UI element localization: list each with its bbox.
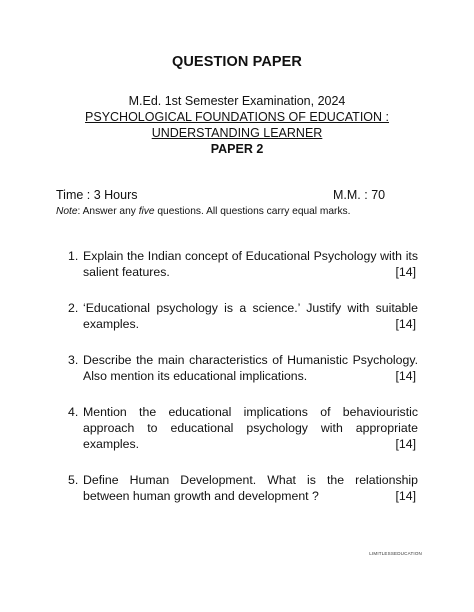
question-body: Mention the educational implications of behaviouristic approach to educational psychology with appropriate examples.: [83, 405, 418, 451]
question-number: 2.: [68, 301, 79, 315]
question-item: [68, 404, 418, 452]
page-title: QUESTION PAPER: [171, 54, 303, 70]
question-body: Explain the Indian concept of Educational Psychology with its salient features.: [83, 249, 418, 279]
note-text-1: : Answer any: [77, 206, 139, 217]
question-body: ‘Educational psychology is a science.’ Justify with suitable examples.: [83, 301, 418, 331]
maximum-marks: M.M. : 70: [333, 188, 386, 202]
question-marks: [14]: [395, 317, 416, 331]
question-text: [83, 300, 418, 332]
question-marks: [14]: [395, 489, 416, 503]
question-text: [83, 352, 418, 384]
instructions-note: [56, 206, 350, 217]
question-text: [83, 472, 418, 504]
subject-title-line-1: PSYCHOLOGICAL FOUNDATIONS OF EDUCATION :: [85, 110, 389, 124]
question-text: [83, 248, 418, 280]
footer-watermark: LIMITLESSEDUCATION: [369, 551, 422, 556]
question-marks: [14]: [395, 369, 416, 383]
question-item: [68, 248, 418, 280]
question-body: Describe the main characteristics of Humanistic Psychology. Also mention its educational implications.: [83, 353, 418, 383]
question-item: [68, 352, 418, 384]
note-label: Note: [56, 206, 78, 217]
paper-number: PAPER 2: [210, 142, 264, 156]
question-item: [68, 300, 418, 332]
time-allowed: Time : 3 Hours: [56, 188, 138, 202]
question-marks: [14]: [395, 265, 416, 279]
exam-name: M.Ed. 1st Semester Examination, 2024: [128, 94, 346, 108]
question-list: [68, 248, 418, 524]
question-marks: [14]: [395, 437, 416, 451]
question-number: 1.: [68, 249, 79, 263]
note-text-2: questions. All questions carry equal marks.: [154, 206, 351, 217]
question-number: 4.: [68, 405, 79, 419]
question-body: Define Human Development. What is the relationship between human growth and development ?: [83, 473, 418, 503]
question-number: 3.: [68, 353, 79, 367]
question-number: 5.: [68, 473, 79, 487]
question-item: [68, 472, 418, 504]
note-emphasis: five: [138, 206, 155, 217]
question-text: [83, 404, 418, 452]
subject-title-line-2: UNDERSTANDING LEARNER: [151, 126, 323, 140]
